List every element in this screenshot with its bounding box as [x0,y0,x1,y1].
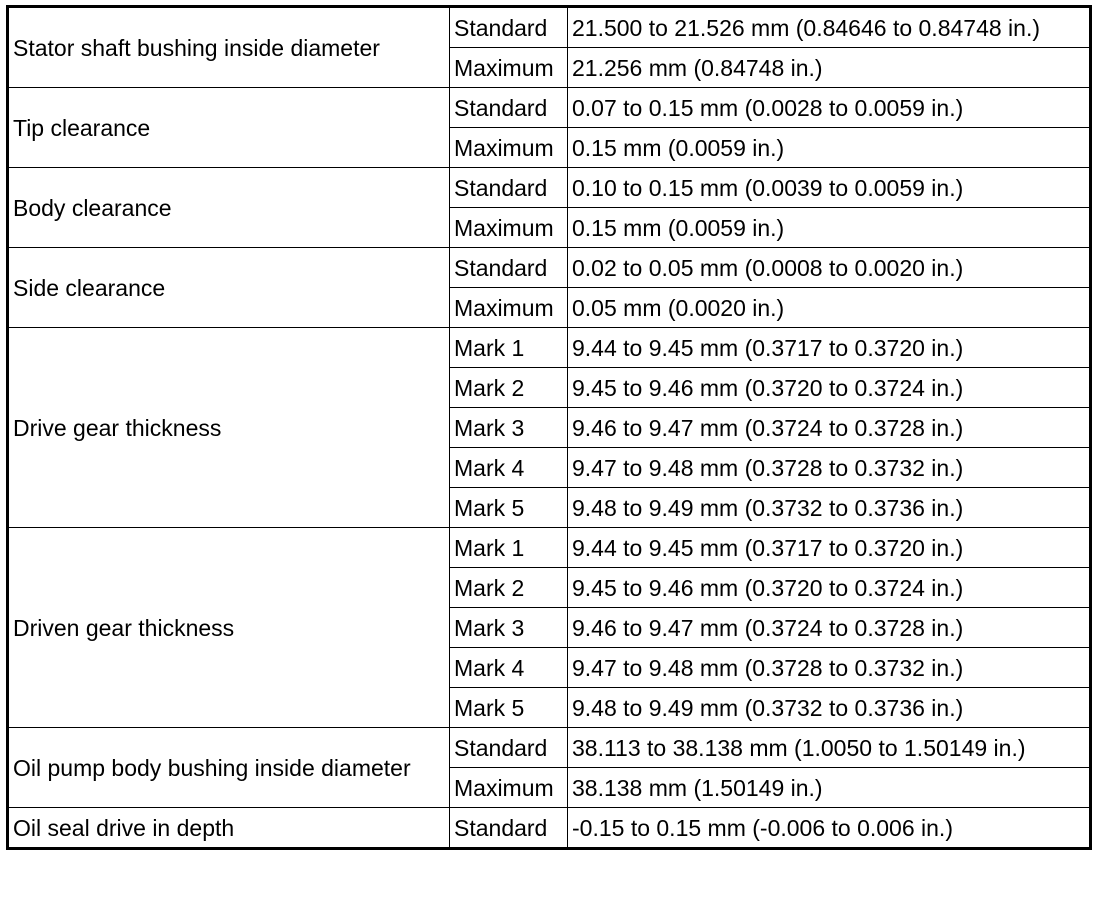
condition-cell: Maximum [450,128,568,168]
value-cell: 21.500 to 21.526 mm (0.84646 to 0.84748 in.) [568,7,1091,48]
value-cell: 21.256 mm (0.84748 in.) [568,48,1091,88]
value-cell: 9.47 to 9.48 mm (0.3728 to 0.3732 in.) [568,448,1091,488]
condition-cell: Maximum [450,208,568,248]
condition-cell: Standard [450,168,568,208]
value-cell: -0.15 to 0.15 mm (-0.006 to 0.006 in.) [568,808,1091,849]
table-row [8,88,1091,128]
item-name-cell: Oil pump body bushing inside diameter [8,728,450,808]
condition-cell: Mark 1 [450,528,568,568]
item-name-cell: Driven gear thickness [8,528,450,728]
table-row [8,328,1091,368]
value-cell: 0.05 mm (0.0020 in.) [568,288,1091,328]
value-cell: 0.10 to 0.15 mm (0.0039 to 0.0059 in.) [568,168,1091,208]
value-cell: 9.46 to 9.47 mm (0.3724 to 0.3728 in.) [568,408,1091,448]
specification-table [6,5,1092,850]
table-row [8,808,1091,849]
item-name-cell: Drive gear thickness [8,328,450,528]
table-row [8,248,1091,288]
condition-cell: Maximum [450,48,568,88]
condition-cell: Mark 4 [450,648,568,688]
condition-cell: Mark 5 [450,488,568,528]
condition-cell: Standard [450,808,568,849]
value-cell: 38.138 mm (1.50149 in.) [568,768,1091,808]
value-cell: 9.48 to 9.49 mm (0.3732 to 0.3736 in.) [568,488,1091,528]
item-name-cell: Tip clearance [8,88,450,168]
item-name-cell: Stator shaft bushing inside diameter [8,7,450,88]
value-cell: 0.07 to 0.15 mm (0.0028 to 0.0059 in.) [568,88,1091,128]
table-row [8,728,1091,768]
condition-cell: Mark 4 [450,448,568,488]
item-name-cell: Oil seal drive in depth [8,808,450,849]
condition-cell: Mark 5 [450,688,568,728]
condition-cell: Mark 3 [450,408,568,448]
condition-cell: Standard [450,88,568,128]
value-cell: 9.44 to 9.45 mm (0.3717 to 0.3720 in.) [568,528,1091,568]
item-name-cell: Side clearance [8,248,450,328]
condition-cell: Standard [450,7,568,48]
value-cell: 9.45 to 9.46 mm (0.3720 to 0.3724 in.) [568,368,1091,408]
value-cell: 38.113 to 38.138 mm (1.0050 to 1.50149 in.) [568,728,1091,768]
specification-table-body [8,7,1091,849]
condition-cell: Mark 2 [450,568,568,608]
condition-cell: Mark 1 [450,328,568,368]
table-row [8,168,1091,208]
table-row [8,528,1091,568]
value-cell: 9.44 to 9.45 mm (0.3717 to 0.3720 in.) [568,328,1091,368]
value-cell: 9.48 to 9.49 mm (0.3732 to 0.3736 in.) [568,688,1091,728]
condition-cell: Standard [450,248,568,288]
value-cell: 9.47 to 9.48 mm (0.3728 to 0.3732 in.) [568,648,1091,688]
value-cell: 9.46 to 9.47 mm (0.3724 to 0.3728 in.) [568,608,1091,648]
condition-cell: Maximum [450,768,568,808]
condition-cell: Mark 2 [450,368,568,408]
value-cell: 0.15 mm (0.0059 in.) [568,208,1091,248]
value-cell: 0.02 to 0.05 mm (0.0008 to 0.0020 in.) [568,248,1091,288]
table-row [8,7,1091,48]
condition-cell: Standard [450,728,568,768]
item-name-cell: Body clearance [8,168,450,248]
condition-cell: Maximum [450,288,568,328]
value-cell: 0.15 mm (0.0059 in.) [568,128,1091,168]
condition-cell: Mark 3 [450,608,568,648]
value-cell: 9.45 to 9.46 mm (0.3720 to 0.3724 in.) [568,568,1091,608]
